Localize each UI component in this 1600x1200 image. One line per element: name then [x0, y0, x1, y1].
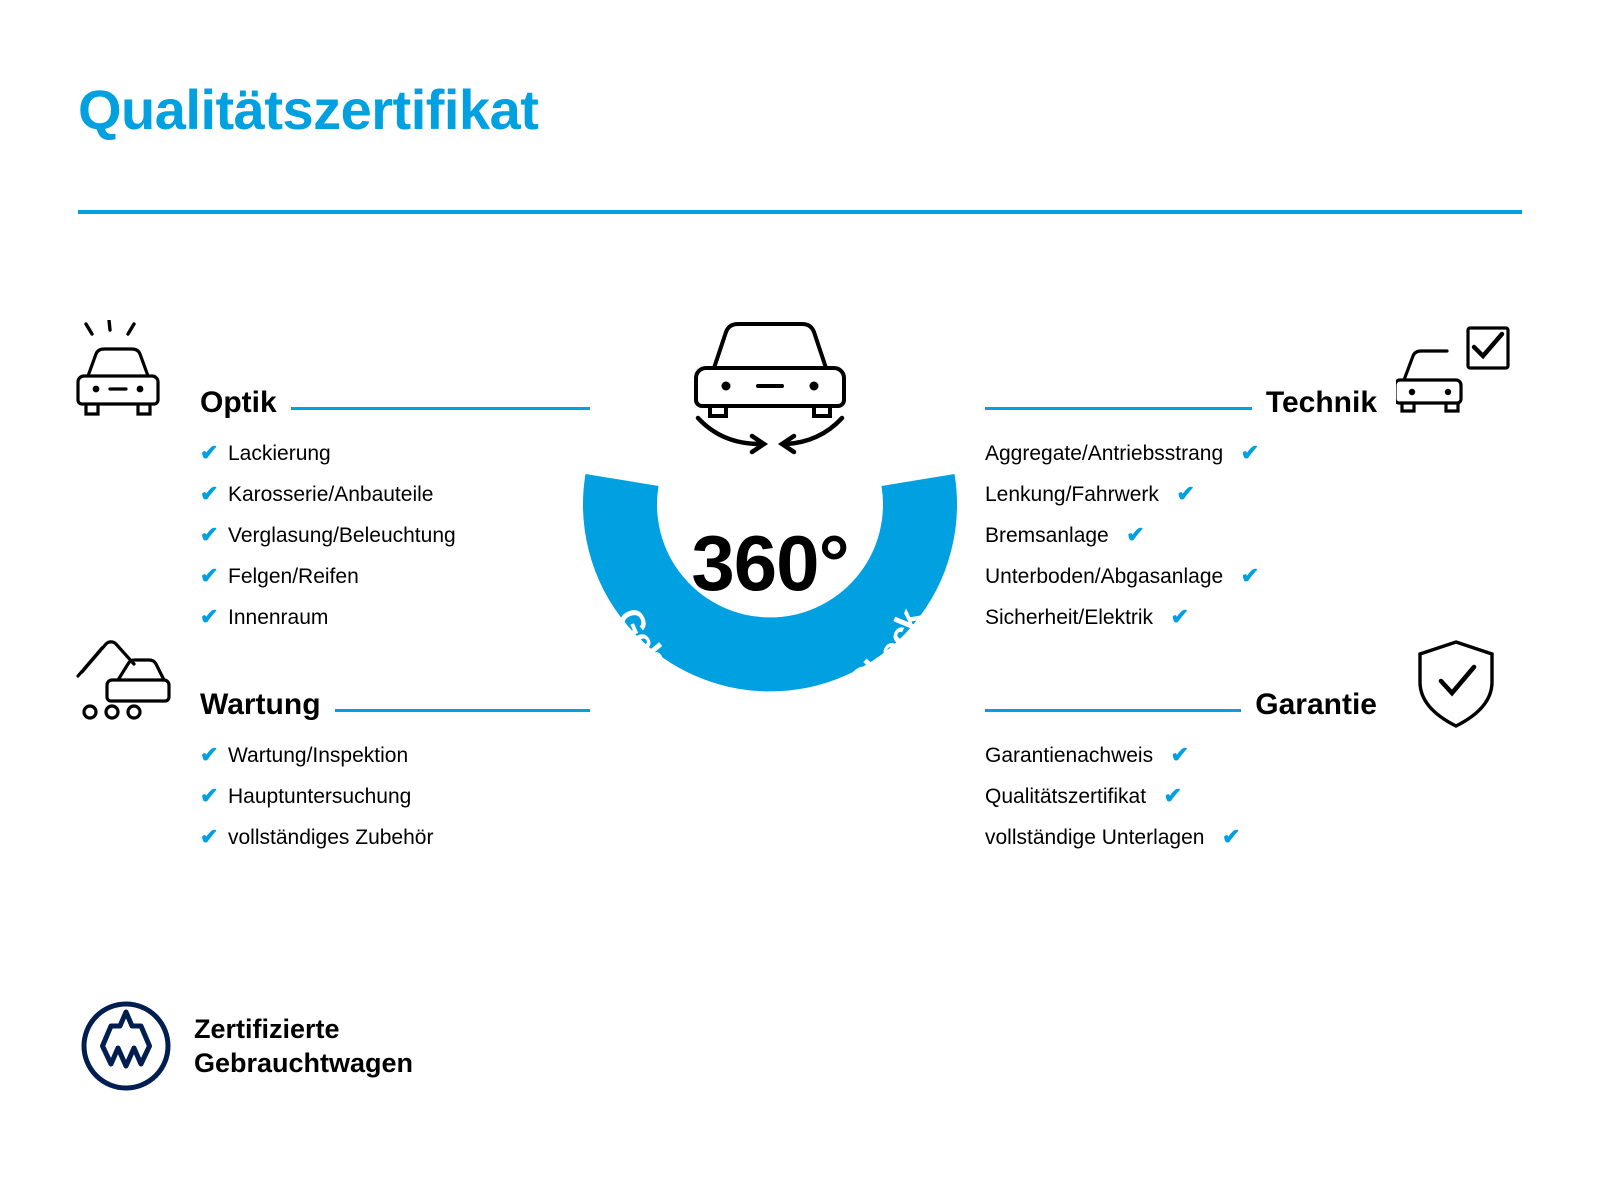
section-wartung-title: Wartung — [200, 688, 321, 721]
check-icon: ✔ — [1222, 824, 1241, 849]
section-garantie-divider — [985, 709, 1241, 712]
section-garantie — [985, 670, 1377, 867]
list-item-label: Hauptuntersuchung — [228, 784, 412, 808]
list-item-label: Verglasung/Beleuchtung — [228, 523, 456, 547]
vw-logo — [80, 1000, 172, 1092]
car-front-shine-icon — [72, 320, 182, 425]
car-checklist-icon — [1396, 320, 1516, 425]
check-icon: ✔ — [200, 481, 219, 506]
list-item — [985, 606, 1377, 628]
list-item — [985, 826, 1377, 848]
list-item — [985, 524, 1377, 546]
svg-text:Gebrauchtwagen-Check — [609, 603, 931, 733]
badge-value: 360° — [691, 519, 849, 607]
check-icon: ✔ — [200, 563, 219, 588]
list-item-label: Lackierung — [228, 441, 331, 465]
list-item-label: Bremsanlage — [985, 523, 1109, 547]
list-item-label: Karosserie/Anbauteile — [228, 482, 434, 506]
list-item — [200, 826, 590, 848]
list-item — [985, 565, 1377, 587]
list-item-label: Unterboden/Abgasanlage — [985, 564, 1224, 588]
check-icon: ✔ — [1170, 604, 1190, 629]
page-title: Qualitätszertifikat — [78, 78, 539, 141]
list-item-label: vollständiges Zubehör — [228, 825, 434, 849]
footer-brand — [80, 1000, 413, 1092]
section-garantie-list — [985, 744, 1377, 848]
section-wartung-list — [200, 744, 590, 848]
check-icon: ✔ — [200, 783, 219, 808]
section-optik-title: Optik — [200, 386, 277, 419]
check-icon: ✔ — [1176, 481, 1195, 506]
list-item-label: Garantienachweis — [985, 743, 1154, 767]
list-item — [985, 785, 1377, 807]
list-item-label: Lenkung/Fahrwerk — [985, 482, 1159, 506]
list-item — [200, 606, 590, 628]
check-icon: ✔ — [1163, 783, 1183, 808]
footer-brand-line2: Gebrauchtwagen — [194, 1048, 414, 1078]
check-icon: ✔ — [200, 742, 219, 767]
list-item-label: Aggregate/Antriebsstrang — [985, 441, 1224, 465]
title-divider — [78, 210, 1522, 214]
section-technik-header — [985, 368, 1377, 420]
section-garantie-header — [985, 670, 1377, 722]
section-optik-divider — [291, 407, 590, 410]
shield-check-icon — [1410, 636, 1502, 737]
check-icon: ✔ — [1240, 563, 1260, 588]
section-garantie-title: Garantie — [1255, 688, 1377, 721]
gebrauchtwagen-check-badge — [560, 300, 980, 760]
section-wartung — [200, 670, 590, 867]
check-icon: ✔ — [200, 440, 219, 465]
section-technik — [985, 368, 1377, 647]
section-wartung-header — [200, 670, 590, 722]
section-optik-list — [200, 442, 590, 628]
badge-ring-label: Gebrauchtwagen-Check — [609, 602, 931, 733]
list-item — [985, 744, 1377, 766]
list-item — [985, 442, 1377, 464]
section-wartung-divider — [335, 709, 590, 712]
section-optik — [200, 368, 590, 647]
list-item-label: vollständige Unterlagen — [985, 825, 1205, 849]
section-technik-divider — [985, 407, 1252, 410]
list-item — [200, 785, 590, 807]
list-item — [985, 483, 1377, 505]
check-icon: ✔ — [1240, 440, 1260, 465]
list-item — [200, 565, 590, 587]
list-item-label: Innenraum — [228, 605, 329, 629]
section-optik-header — [200, 368, 590, 420]
check-icon: ✔ — [1126, 522, 1145, 547]
check-icon: ✔ — [1170, 742, 1190, 767]
check-icon: ✔ — [200, 522, 219, 547]
check-icon: ✔ — [200, 604, 219, 629]
car-lift-icon — [72, 626, 182, 731]
list-item — [200, 744, 590, 766]
car-rotate-icon — [678, 306, 862, 456]
list-item-label: Felgen/Reifen — [228, 564, 359, 588]
section-technik-title: Technik — [1265, 386, 1377, 419]
section-technik-list — [985, 442, 1377, 628]
list-item — [200, 483, 590, 505]
list-item-label: Sicherheit/Elektrik — [985, 605, 1154, 629]
check-icon: ✔ — [200, 824, 219, 849]
list-item-label: Qualitätszertifikat — [985, 784, 1147, 808]
list-item-label: Wartung/Inspektion — [228, 743, 409, 767]
footer-brand-text — [194, 1012, 413, 1080]
list-item — [200, 442, 590, 464]
footer-brand-line1: Zertifizierte — [194, 1013, 340, 1044]
list-item — [200, 524, 590, 546]
